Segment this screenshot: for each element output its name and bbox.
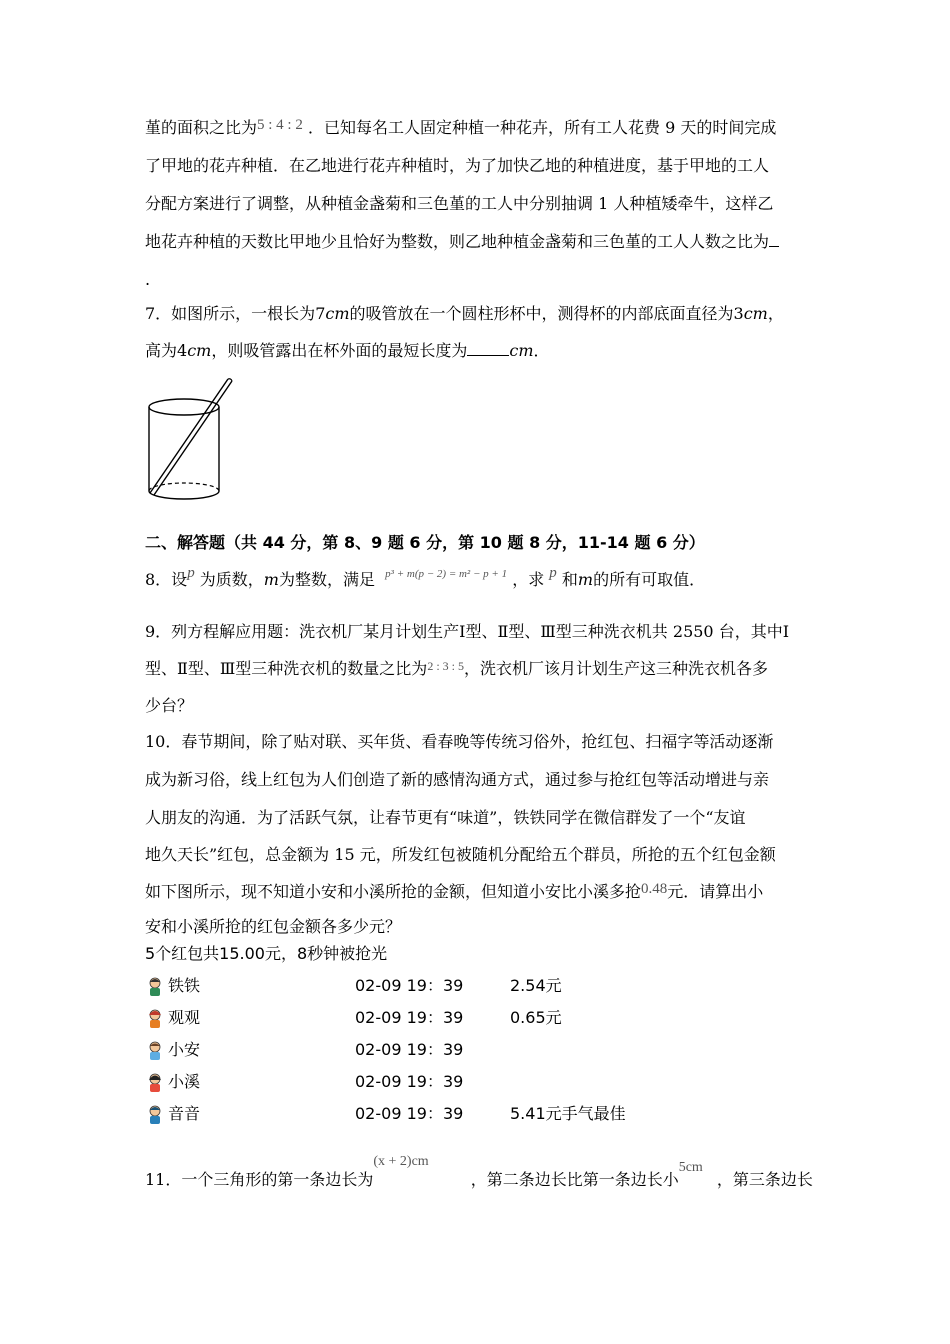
redpacket-header: 5个红包共15.00元，8秒钟被抢光	[145, 944, 388, 963]
q8-line: 8．设p 为质数，m为整数，满足 $^{p^3 + m(p - 2) = m^2 - p + 1}$ ，求 p 和m的所有可取值．	[145, 565, 706, 589]
side1-expr: (x + 2)cm	[373, 1154, 429, 1169]
q6-line-5: .	[145, 270, 151, 289]
q6-line-1: 堇的面积之比为5 : 4 : 2 ．已知每名工人固定种植一种花卉，所有工人花费 9 天的时间完成	[145, 117, 777, 137]
avatar-icon	[145, 976, 165, 998]
list-item: 小安 02-09 19：39	[145, 1038, 545, 1062]
straw-end	[228, 379, 232, 381]
q7-line-1: 7．如图所示，一根长为7cm的吸管放在一个圆柱形杯中，测得杯的内部底面直径为3cm，	[145, 304, 784, 323]
avatar-icon	[145, 1040, 165, 1062]
q9-line-2: 型、Ⅱ型、Ⅲ型三种洗衣机的数量之比为$^{2 : 3 : 5}$，洗衣机厂该月计划生产这三种洗衣机各多	[145, 659, 768, 678]
list-item: 观观 02-09 19：39 0.65元	[145, 1006, 545, 1030]
q11-line: 11．一个三角形的第一条边长为(x + 2)cm，第二条边长比第一条边长小5cm，第三条边长	[145, 1154, 813, 1189]
ratio-2-3-5: 2 : 3 : 5	[427, 659, 464, 673]
q7-line-2: 高为4cm，则吸管露出在杯外面的最短长度为 cm．	[145, 341, 550, 360]
straw-edge-2	[154, 381, 232, 495]
cup-straw-figure	[140, 374, 240, 504]
list-item: 小溪 02-09 19：39	[145, 1070, 545, 1094]
answer-blank[interactable]	[467, 341, 509, 356]
cup-bottom-front	[149, 491, 219, 499]
q9-line-1: 9．列方程解应用题：洗衣机厂某月计划生产Ⅰ型、Ⅱ型、Ⅲ型三种洗衣机共 2550 台，其中Ⅰ	[145, 622, 790, 641]
q10-line-6: 安和小溪所抢的红包金额各多少元？	[145, 917, 402, 936]
q10-line-2: 成为新习俗，线上红包为人们创造了新的感情沟通方式，通过参与抢红包等活动增进与亲	[145, 770, 770, 789]
ratio-5-4-2: 5 : 4 : 2	[257, 117, 303, 133]
avatar-icon	[145, 1104, 165, 1126]
q6-line-4: 地花卉种植的天数比甲地少且恰好为整数，则乙地种植金盏菊和三色堇的工人人数之比为	[145, 232, 779, 252]
list-item: 音音 02-09 19：39 5.41元手气最佳	[145, 1102, 545, 1126]
equation: p³ + m(p − 2) = m² − p + 1	[385, 568, 508, 580]
avatar-icon	[145, 1072, 165, 1094]
straw-edge-1	[150, 379, 228, 493]
q6-line-3: 分配方案进行了调整，从种植金盏菊和三色堇的工人中分别抽调 1 人种植矮牵牛，这样乙	[145, 194, 774, 213]
avatar-icon	[145, 1008, 165, 1030]
q10-line-1: 10．春节期间，除了贴对联、买年货、看春晚等传统习俗外，抢红包、扫福字等活动逐渐	[145, 732, 774, 751]
q10-line-3: 人朋友的沟通．为了活跃气氛，让春节更有“味道”，铁铁同学在微信群发了一个“友谊	[145, 808, 746, 827]
section-heading: 二、解答题（共 44 分，第 8、9 题 6 分，第 10 题 8 分，11-14 题 6 分）	[145, 533, 705, 552]
q6-line-2: 了甲地的花卉种植．在乙地进行花卉种植时，为了加快乙地的种植进度，基于甲地的工人	[145, 156, 770, 175]
diff-expr: 5cm	[678, 1160, 703, 1175]
answer-blank[interactable]	[769, 232, 779, 247]
q10-line-5: 如下图所示，现不知道小安和小溪所抢的金额，但知道小安比小溪多抢0.48元．请算出小	[145, 881, 764, 901]
q10-line-4: 地久天长”红包，总金额为 15 元，所发红包被随机分配给五个群员，所抢的五个红包金额	[145, 845, 776, 864]
q9-line-3: 少台？	[145, 696, 194, 715]
list-item: 铁铁 02-09 19：39 2.54元	[145, 974, 545, 998]
